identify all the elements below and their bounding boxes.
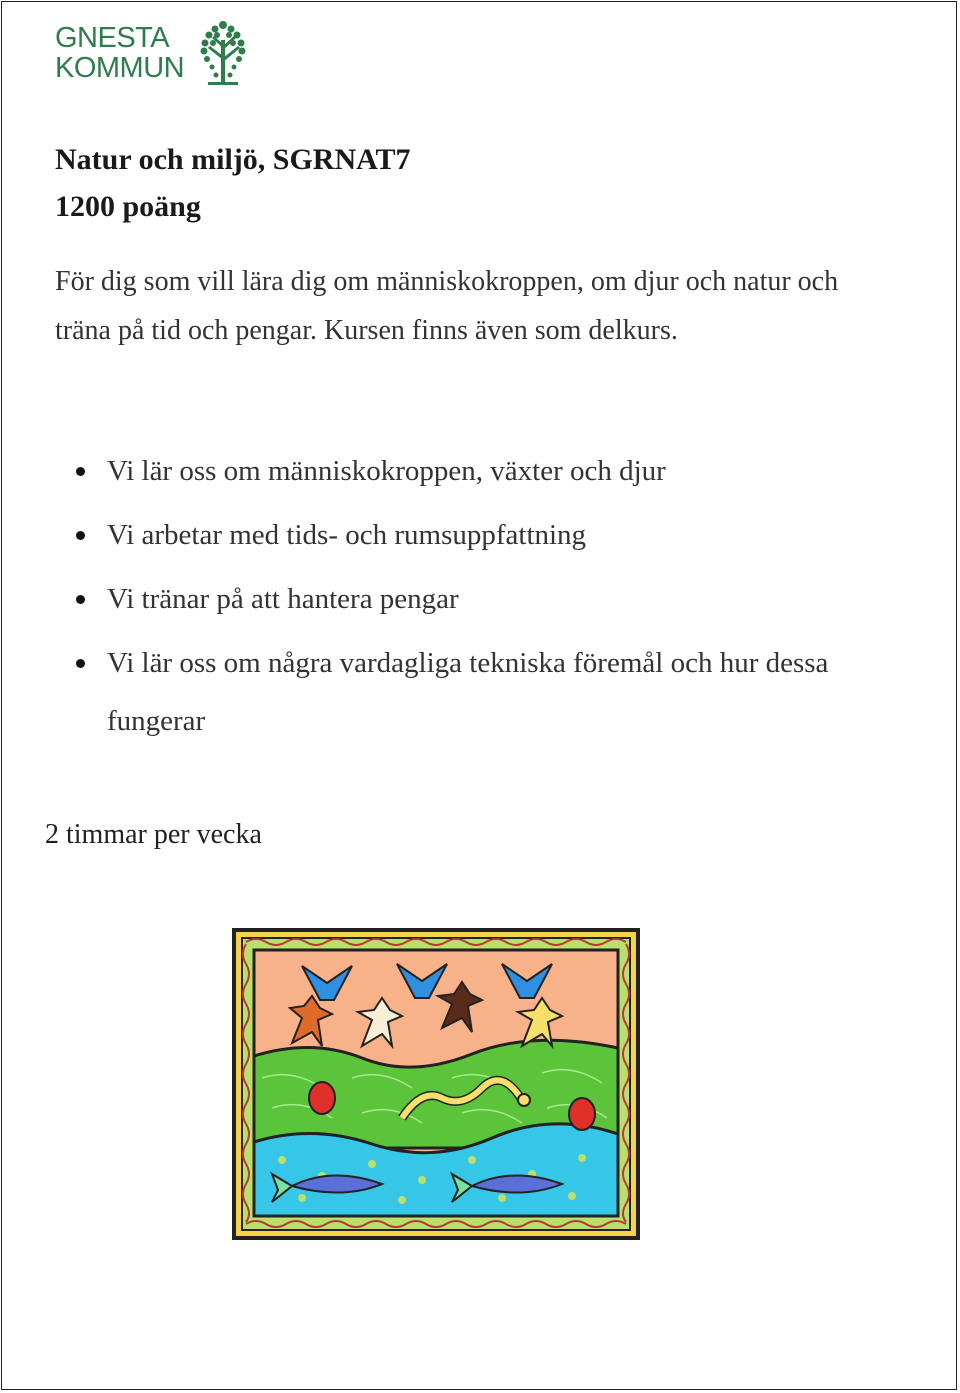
bullet-dot-icon: [76, 467, 85, 476]
bullet-item: [70, 442, 850, 500]
schedule-text: 2 timmar per vecka: [45, 819, 262, 850]
bullet-item: [70, 506, 850, 564]
logo-line1: GNESTA: [55, 22, 170, 54]
bullet-item: [70, 570, 850, 628]
bullet-text: Vi arbetar med tids- och rumsuppfattning: [107, 519, 587, 551]
tree-icon: [198, 20, 248, 86]
bullet-text: Vi lär oss om några vardagliga tekniska föremål och hur dessa fungerar: [107, 647, 829, 737]
gnesta-kommun-logo: [55, 20, 255, 86]
logo-line2: KOMMUN: [55, 52, 185, 84]
nature-illustration: [232, 928, 642, 1243]
course-title: Natur och miljö, SGRNAT7: [55, 143, 411, 176]
bullet-text: Vi tränar på att hantera pengar: [107, 583, 459, 615]
bullet-text: Vi lär oss om människokroppen, växter och djur: [107, 455, 666, 487]
intro-paragraph: För dig som vill lära dig om människokroppen, om djur och natur och träna på tid och pengar. Kursen finns även som delkurs.: [55, 266, 839, 346]
bullet-dot-icon: [76, 659, 85, 668]
bullet-item: [70, 634, 850, 750]
bullet-list: [70, 442, 850, 756]
course-points: 1200 poäng: [55, 190, 201, 223]
bullet-dot-icon: [76, 531, 85, 540]
bullet-dot-icon: [76, 595, 85, 604]
